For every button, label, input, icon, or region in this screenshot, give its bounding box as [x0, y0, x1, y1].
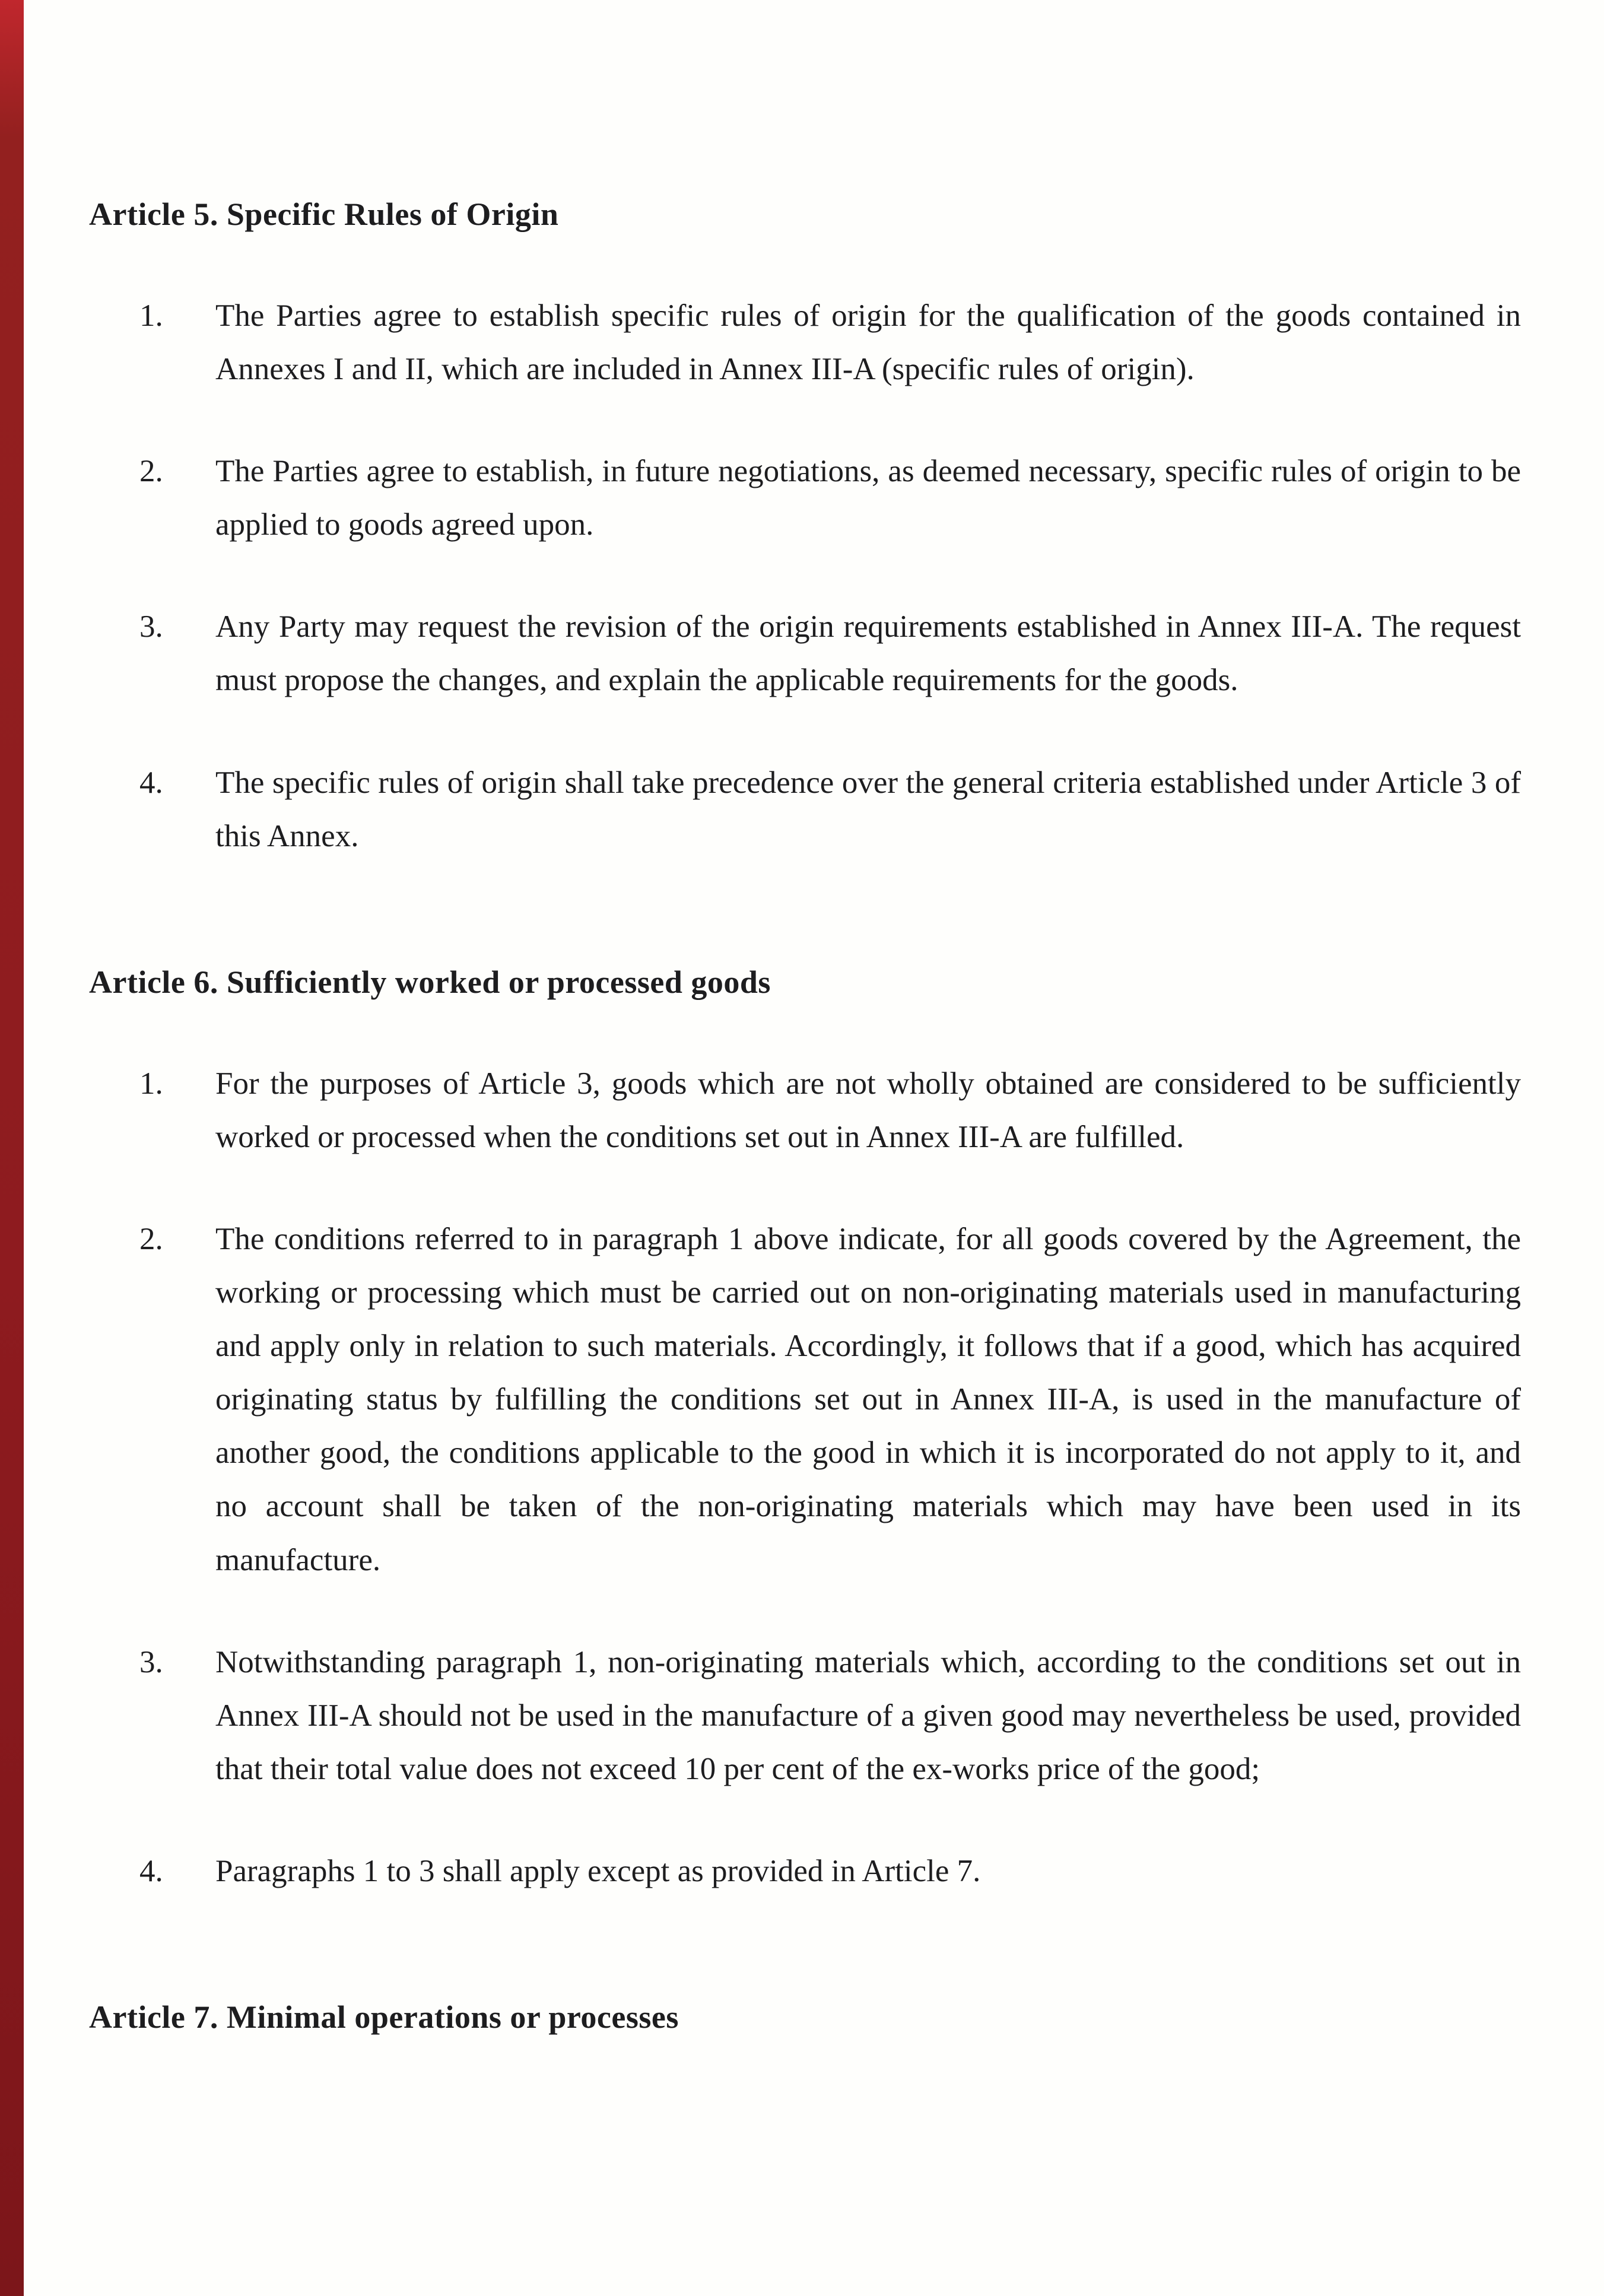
- item-text: The Parties agree to establish, in future negotiations, as deemed necessary, specific rules of origin to be applied to goods agreed upon.: [215, 454, 1521, 542]
- list-item: [139, 1057, 1521, 1164]
- item-number: 1.: [139, 298, 163, 333]
- list-item: [139, 1636, 1521, 1796]
- list-item: [139, 444, 1521, 551]
- article-6-heading: Article 6. Sufficiently worked or processed goods: [89, 964, 771, 1000]
- list-item: [139, 756, 1521, 863]
- item-number: 2.: [139, 454, 163, 489]
- item-text: Any Party may request the revision of the origin requirements established in Annex III-A. The request must propose the changes, and explain the applicable requirements for the goods.: [215, 609, 1521, 698]
- item-text: The conditions referred to in paragraph 1 above indicate, for all goods covered by the Agreement, the working or processing which must be carried out on non-originating materials used in manufacturing and apply only in relation to such materials. Accordingly, it follows that if a good, which has acquired originating status by fulfilling the conditions set out in Annex III-A, is used in the manufacture of another good, the conditions applicable to the good in which it is incorporated do not apply to it, and no account shall be taken of the non-originating materials which may have been used in its manufacture.: [215, 1221, 1521, 1577]
- item-number: 3.: [139, 1644, 163, 1679]
- item-text: The Parties agree to establish specific rules of origin for the qualification of the goods contained in Annexes I and II, which are included in Annex III-A (specific rules of origin).: [215, 298, 1521, 387]
- item-text: Notwithstanding paragraph 1, non-originating materials which, according to the conditions set out in Annex III-A should not be used in the manufacture of a given good may nevertheless be used, provided that their total value does not exceed 10 per cent of the ex-works price of the good;: [215, 1644, 1521, 1786]
- item-text: Paragraphs 1 to 3 shall apply except as provided in Article 7.: [215, 1853, 981, 1888]
- list-item: [139, 600, 1521, 707]
- article-5-heading: Article 5. Specific Rules of Origin: [89, 196, 559, 232]
- section-article-5: [89, 196, 1521, 863]
- article-7-heading: Article 7. Minimal operations or processes: [89, 1999, 679, 2035]
- section-article-7: [89, 1999, 1521, 2035]
- section-article-6: [89, 964, 1521, 1898]
- list-item: [139, 289, 1521, 396]
- list-item: [139, 1212, 1521, 1587]
- item-text: For the purposes of Article 3, goods which are not wholly obtained are considered to be sufficiently worked or processed when the conditions set out in Annex III-A are fulfilled.: [215, 1066, 1521, 1154]
- item-number: 3.: [139, 609, 163, 644]
- item-text: The specific rules of origin shall take precedence over the general criteria established under Article 3 of this Annex.: [215, 765, 1521, 853]
- item-number: 4.: [139, 1853, 163, 1888]
- list-item: [139, 1844, 1521, 1898]
- item-number: 2.: [139, 1221, 163, 1256]
- item-number: 1.: [139, 1066, 163, 1101]
- item-number: 4.: [139, 765, 163, 800]
